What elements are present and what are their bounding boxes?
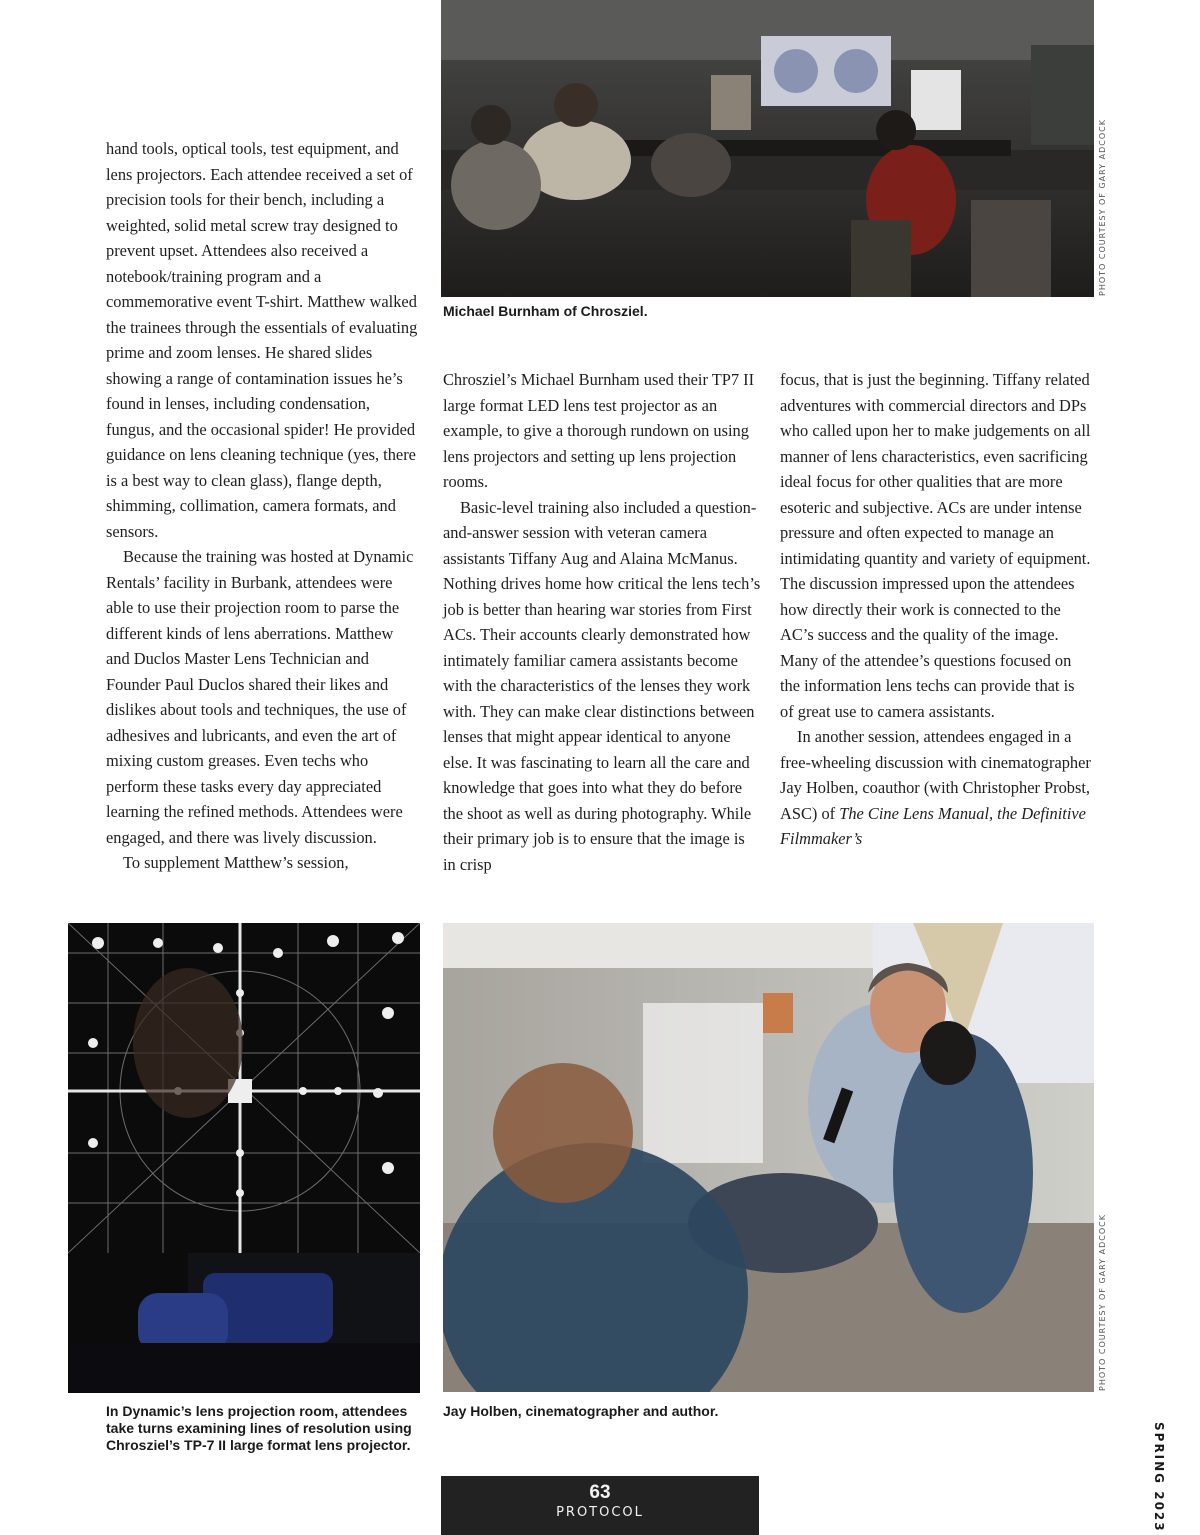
issue-season-label: SPRING 2023 — [1152, 1422, 1166, 1533]
paragraph: Chrosziel’s Michael Burnham used their TP7 II large format LED lens test projector as an example, to give a thorough rundown on using lens projectors and setting up lens projection rooms. — [443, 370, 755, 491]
paragraph-text: In another session, attendees engaged in a free-wheeling discussion with cinematographer Jay Holben, coauthor (with Christopher Probst, ASC) of — [780, 727, 1091, 823]
paragraph: hand tools, optical tools, test equipment, and lens projectors. Each attendee received a set of precision tools for their bench, including a weighted, solid metal screw tray designed to prevent upset. Attendees also received a notebook/training program and a commemorative event T-shirt. Matthew walked the trainees through the essentials of evaluating prime and zoom lenses. He shared slides showing a range of contamination issues he’s found in lenses, including condensation, fungus, and the occasional spider! He provided guidance on lens cleaning technique (yes, there is a best way to clean glass), flange depth, shimming, collimation, camera formats, and sensors. — [106, 139, 418, 541]
article-column-3 — [780, 367, 1092, 852]
paragraph — [780, 724, 1092, 852]
paragraph: To supplement Matthew’s session, — [123, 853, 349, 872]
photo-discussion-image — [443, 923, 1094, 1392]
page-footer — [441, 1476, 759, 1535]
paragraph: Basic-level training also included a question-and-answer session with veteran camera assistants Tiffany Aug and Alaina McManus. Nothing drives home how critical the lens tech’s job is better than hearing war stories from First ACs. Their accounts clearly demonstrated how intimately familiar camera assistants become with the characteristics of the lenses they work with. They can make clear distinctions between lenses that might appear identical to anyone else. It was fascinating to learn all the care and knowledge that goes into what they do before the shoot as well as during photography. While their primary job is to ensure that the image is in crisp — [443, 497, 761, 874]
photo-lecture-room-image — [441, 0, 1094, 297]
photo-discussion — [443, 923, 1094, 1392]
caption-bottom-left: In Dynamic’s lens projection room, attendees take turns examining lines of resolution using Chrosziel’s TP-7 II large format lens projector. — [106, 1403, 412, 1453]
photo-lecture-room — [441, 0, 1094, 297]
article-column-2 — [443, 367, 761, 877]
photo-credit-top: PHOTO COURTESY OF GARY ADCOCK — [1098, 119, 1107, 296]
magazine-name: PROTOCOL — [556, 1505, 644, 1520]
article-column-1 — [106, 136, 418, 876]
photo-credit-bottom: PHOTO COURTESY OF GARY ADCOCK — [1098, 1214, 1107, 1391]
photo-projection-chart — [68, 923, 420, 1393]
paragraph: Because the training was hosted at Dynamic Rentals’ facility in Burbank, attendees were able to use their projection room to parse the different kinds of lens aberrations. Matthew and Duclos Master Lens Technician and Founder Paul Duclos shared their likes and dislikes about tools and techniques, the use of adhesives and lubricants, and even the art of mixing custom greases. Even techs who perform these tasks every day appreciated learning the refined methods. Attendees were engaged, and there was lively discussion. — [106, 547, 414, 847]
caption-top: Michael Burnham of Chrosziel. — [443, 303, 648, 319]
photo-projection-chart-image — [68, 923, 420, 1393]
paragraph: focus, that is just the beginning. Tiffany related adventures with commercial directors and DPs who called upon her to make judgements on all manner of lens characteristics, even sacrificing ideal focus for other qualities that are more esoteric and subjective. ACs are under intense pressure and often expected to manage an intimidating quantity and variety of equipment. The discussion impressed upon the attendees how directly their work is connected to the AC’s success and the quality of the image. Many of the attendee’s questions focused on the information lens techs can provide that is of great use to camera assistants. — [780, 370, 1091, 721]
book-title: The Cine Lens Manual, the Definitive Filmmaker’s — [780, 803, 1086, 848]
caption-bottom-right: Jay Holben, cinematographer and author. — [443, 1403, 719, 1419]
page-number: 63 — [589, 1482, 611, 1503]
